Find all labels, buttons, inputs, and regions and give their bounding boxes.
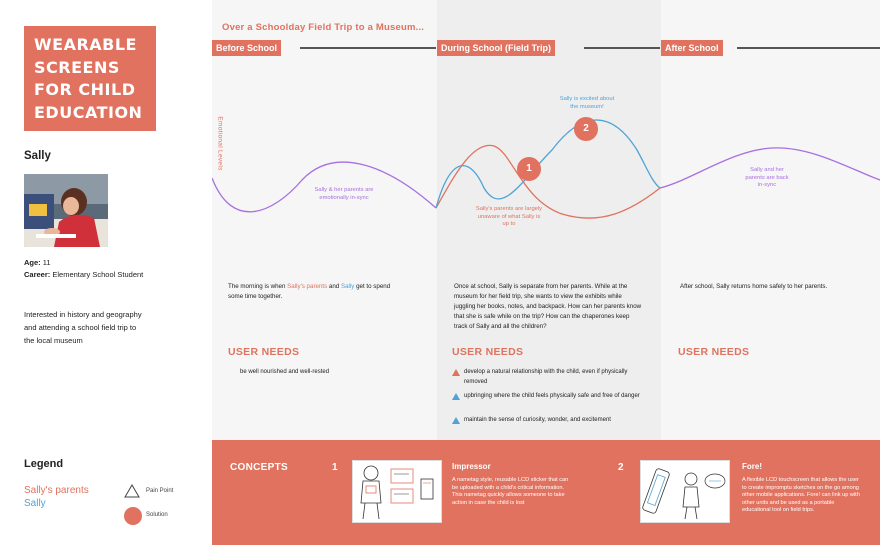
phase-after-school: After School [661, 40, 723, 56]
desc-parents-highlight: Sally's parents [287, 283, 328, 290]
legend-pain-label: Pain Point [146, 488, 174, 494]
concept-name: Fore! [742, 462, 762, 471]
parents-pain-point-icon [452, 369, 460, 376]
need-text: upbringing where the child feels physically safe and free of danger [464, 393, 640, 399]
solution-badge: 2 [574, 117, 598, 141]
annotation-before: Sally & her parents are emotionally in-sync [314, 187, 374, 201]
sally-pain-point-icon [452, 417, 460, 424]
need-item [452, 368, 642, 387]
title-line: SCREENS [34, 57, 120, 77]
concept-number: 1 [332, 462, 338, 473]
career-value: Elementary School Student [52, 269, 144, 279]
need-item [452, 416, 642, 426]
annotation-unaware: Sally's parents are largely unaware of what Sally is up to [475, 206, 543, 227]
age-label: Age: [24, 258, 41, 267]
concept-name: Impressor [452, 462, 491, 471]
user-needs-title: USER NEEDS [228, 346, 300, 358]
desc-text: and [327, 283, 341, 290]
emotional-levels-axis: Emotional Levels [216, 116, 224, 171]
description-before [228, 282, 403, 302]
desc-text: The morning is when [228, 283, 288, 290]
journey-title: Over a Schoolday Field Trip to a Museum... [222, 22, 425, 33]
need-item [228, 368, 398, 378]
pain-point-icon [124, 484, 140, 498]
need-item [452, 392, 642, 402]
need-text: be well nourished and well-rested [240, 369, 330, 375]
need-text: maintain the sense of curiosity, wonder, and excitement [464, 417, 611, 423]
solution-icon [124, 507, 142, 525]
emotion-curve-parents [436, 145, 660, 218]
title-line: WEARABLE [34, 35, 137, 54]
annotation-after: Sally and her parents are back in-sync [745, 167, 789, 188]
phase-before-school: Before School [212, 40, 281, 56]
annotation-excited: Sally is excited about the museum! [559, 96, 615, 110]
description-during: Once at school, Sally is separate from her parents. While at the museum for her field trip, she wants to view the exhibits while juggling her books, notes, and backpack. How can her parents know that she is safe while on the trip? How can the chaperones keep track of Sally and all the children? [454, 283, 642, 330]
persona-bio: Interested in history and geography and attending a school field trip to the local museum [24, 310, 142, 345]
poster-title [24, 26, 156, 131]
user-needs-title: USER NEEDS [452, 346, 524, 358]
impressor-sketch [352, 460, 442, 523]
legend-parents: Sally's parents [24, 485, 89, 496]
persona-info [24, 257, 144, 280]
legend-solution-label: Solution [146, 512, 168, 518]
concept-description: A flexible LCD touchscreen that allows the user to create impromptu sketches on the go among other mobile applications. Fore! can link up with other units and be used as a portable educational tool on field trips. [742, 477, 860, 514]
solution-badge: 1 [517, 157, 541, 181]
persona-photo [24, 174, 108, 247]
desc-sally-highlight: Sally [340, 283, 355, 290]
title-line: FOR CHILD [34, 80, 136, 99]
persona-panel [0, 0, 212, 545]
career-label: Career: [24, 269, 51, 279]
title-line: EDUCATION [34, 102, 143, 122]
need-text: develop a natural relationship with the child, even if physically removed [464, 369, 628, 385]
description-after: After school, Sally returns home safely to her parents. [680, 283, 828, 290]
concepts-title: CONCEPTS [230, 462, 288, 473]
age-value: 11 [42, 258, 51, 267]
legend-sally: Sally [24, 498, 46, 509]
concept-number: 2 [618, 462, 624, 473]
user-needs-title: USER NEEDS [678, 346, 750, 358]
sally-pain-point-icon [452, 393, 460, 400]
concept-description: A nametag style, reusable LCD sticker that can be uploaded with a child's critical information. This nametag quickly allows someone to take action in case the child is lost [452, 477, 569, 506]
journey-map [212, 0, 880, 440]
emotion-curves [212, 0, 880, 260]
phase-during-school: During School (Field Trip) [437, 40, 555, 56]
desc-text: get to spend some time together. [228, 283, 391, 300]
persona-name: Sally [24, 150, 51, 162]
legend-title: Legend [24, 458, 64, 470]
emotion-curve-sally [436, 120, 660, 208]
fore-sketch [640, 460, 730, 523]
concepts-band [212, 440, 880, 545]
